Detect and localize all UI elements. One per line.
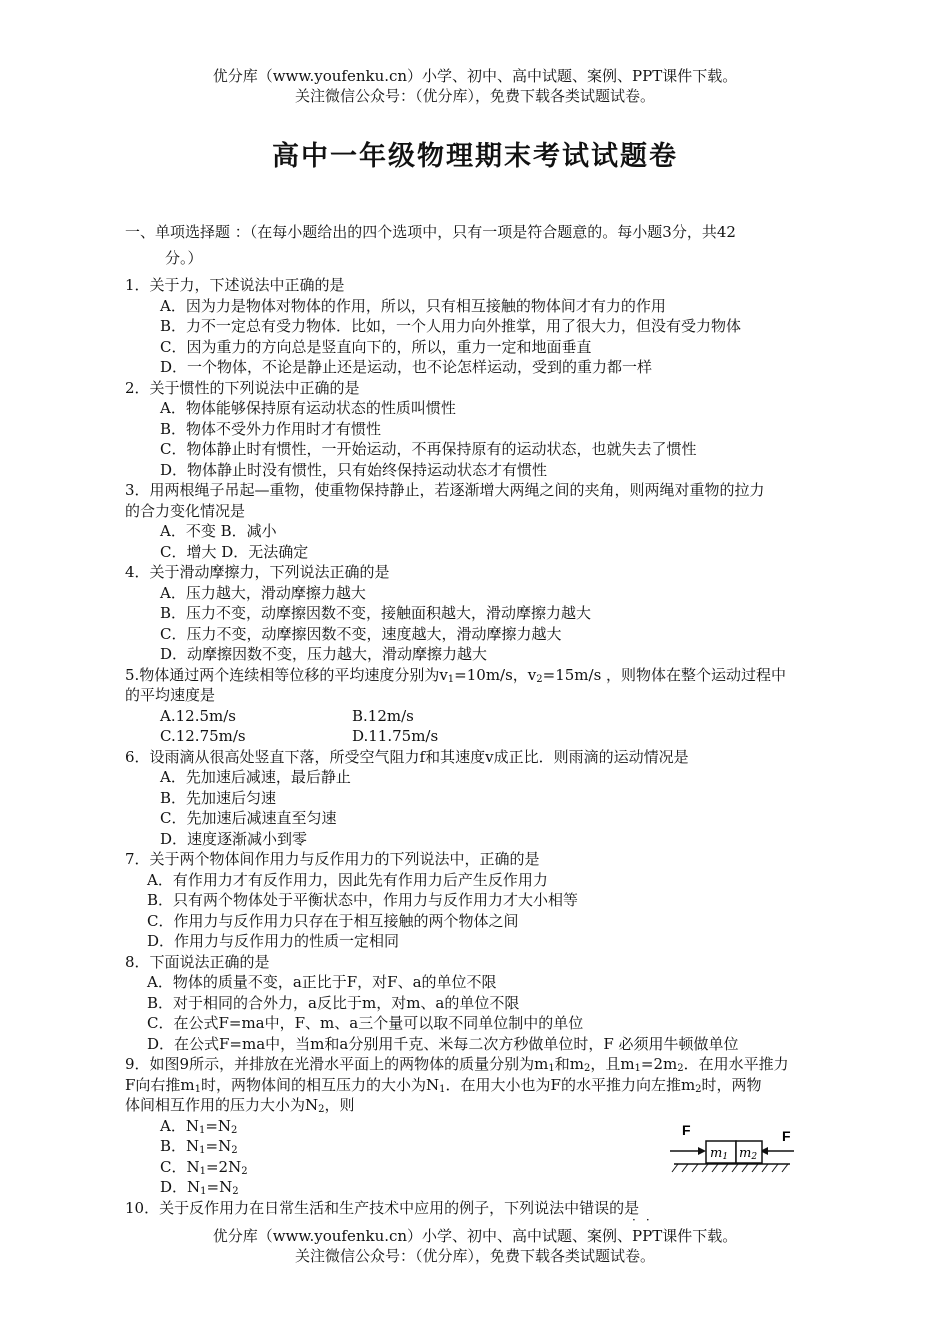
subscript: 2: [695, 1083, 702, 1095]
option-d: D．作用力与反作用力的性质一定相同: [147, 932, 400, 950]
ground-hatching: [672, 1164, 788, 1172]
option-c: C．先加速后减速直至匀速: [160, 809, 337, 827]
question-stem: 2．关于惯性的下列说法中正确的是: [125, 378, 360, 397]
option-ab: A．不变 B．减小: [160, 522, 277, 540]
subscript: 1: [634, 1063, 641, 1074]
question-stem-line-1: [125, 1054, 845, 1075]
option-c: C．物体静止时有惯性，一开始运动，不再保持原有的运动状态，也就失去了惯性: [160, 440, 697, 458]
option-a: A．因为力是物体对物体的作用，所以，只有相互接触的物体间才有力的作用: [160, 296, 666, 315]
question-stem: 10．关于反作用力在日常生活和生产技术中应用的例子，下列说法中错误的是: [125, 1198, 640, 1217]
subscript: 2: [232, 1186, 239, 1197]
stem-part: 体间相互作用的压力大小为N: [125, 1096, 319, 1114]
option-text: =N: [205, 1137, 232, 1155]
subscript: 2: [583, 1063, 591, 1074]
option-d: D．动摩擦因数不变，压力越大，滑动摩擦力越大: [160, 645, 488, 663]
option-a: A．压力越大，滑动摩擦力越大: [160, 583, 366, 602]
question-1: [125, 275, 845, 378]
option-d: D．一个物体，不论是静止还是运动，也不论怎样运动，受到的重力都一样: [160, 358, 653, 376]
subscript: 2: [318, 1104, 325, 1115]
option-row-2: [125, 726, 845, 747]
block-m2-label: m2: [739, 1146, 758, 1162]
question-stem: 1．关于力，下述说法中正确的是: [125, 276, 345, 294]
option-a: A．物体能够保持原有运动状态的性质叫惯性: [160, 399, 456, 417]
question-stem-line-3: [125, 1095, 845, 1116]
question-stem: 6．设雨滴从很高处竖直下落，所受空气阻力f和其速度v成正比．则雨滴的运动情况是: [125, 747, 689, 766]
question-6: [125, 747, 845, 850]
stem-part: ，则: [324, 1096, 355, 1114]
option-d: D．在公式F=ma中，当m和a分别用千克、米每二次方秒做单位时，F 必须用牛顿做单位: [147, 1034, 739, 1053]
question-stem-line-1: [125, 665, 845, 686]
stem-part: 和m: [554, 1055, 584, 1073]
question-10: [125, 1198, 845, 1219]
option-c: C．因为重力的方向总是竖直向下的，所以，重力一定和地面垂直: [160, 337, 592, 356]
subscript: 1: [198, 1124, 206, 1136]
stem-part: =10m/s，v: [454, 665, 537, 684]
emphasis-dots: ··: [632, 1213, 660, 1227]
question-2: [125, 378, 845, 481]
option-b: B．先加速后匀速: [160, 788, 277, 807]
header-line-1: 优分库（www.youfenku.cn）小学、初中、高中试题、案例、PPT课件下载。: [212, 67, 738, 85]
subscript: 1: [199, 1165, 206, 1177]
option-b: B．力不一定总有受力物体．比如，一个人用力向外推掌，用了很大力，但没有受力物体: [160, 317, 742, 335]
subscript: 1: [439, 1083, 446, 1095]
question-stem-line-2: 的平均速度是: [125, 686, 216, 704]
option-c: C．在公式F=ma中，F、m、a三个量可以取不同单位制中的单位: [147, 1014, 584, 1032]
stem-part: =2m: [640, 1055, 678, 1073]
option-text: A．N: [160, 1116, 199, 1135]
subscript: 1: [200, 1186, 207, 1197]
question-stem-line-1: 3．用两根绳子吊起—重物，使重物保持静止，若逐渐增大两绳之间的夹角，则两绳对重物的拉力: [125, 481, 765, 499]
left-force-arrowhead: [698, 1147, 706, 1155]
option-c: C．压力不变，动摩擦因数不变，速度越大，滑动摩擦力越大: [160, 624, 562, 643]
page-title: 高中一年级物理期末考试试题卷: [272, 141, 678, 172]
option-text: =2N: [205, 1157, 242, 1176]
figure-9-diagram: [664, 1117, 800, 1179]
subscript: 2: [231, 1124, 238, 1136]
option-b: B.12m/s: [352, 706, 414, 725]
exam-body: [125, 219, 845, 1218]
section-label: 一、单项选择题 ：（在每小题给出的四个选项中，只有一项是符合题意的。每小题3分，共42: [125, 223, 736, 241]
subscript: 2: [231, 1145, 238, 1156]
option-a: A．有作用力才有反作用力，因此先有作用力后产生反作用力: [147, 870, 548, 889]
stem-part: 时，两物体间的相互压力的大小为N: [201, 1075, 440, 1094]
figure-right-force-label: F: [782, 1128, 791, 1144]
option-d: [125, 1177, 845, 1198]
option-text: C．N: [160, 1157, 200, 1176]
stem-part: F向右推m: [125, 1075, 195, 1094]
question-3: [125, 480, 845, 562]
subscript: 1: [194, 1083, 202, 1095]
stem-part: ．在用大小也为F的水平推力向左推m: [445, 1075, 696, 1094]
option-d: D.11.75m/s: [352, 727, 439, 745]
subscript: 2: [677, 1063, 684, 1074]
question-7: [125, 849, 845, 952]
stem-part: =15m/s ，则物体在整个运动过程中: [542, 665, 787, 684]
option-cd: C．增大 D．无法确定: [160, 542, 309, 561]
question-stem: 4．关于滑动摩擦力，下列说法正确的是: [125, 563, 390, 581]
subscript: 2: [241, 1165, 248, 1177]
figure-left-force-label: F: [682, 1122, 691, 1138]
option-a: A．先加速后减速，最后静止: [160, 768, 351, 786]
stem-part: 5.物体通过两个连续相等位移的平均速度分别为v: [125, 665, 448, 684]
option-d: D．速度逐渐减小到零: [160, 829, 308, 848]
subscript: 1: [548, 1063, 555, 1074]
stem-part: ，且m: [590, 1055, 635, 1073]
page-footer: [0, 1226, 950, 1266]
option-text: =N: [206, 1178, 233, 1196]
option-d: D．物体静止时没有惯性，只有始终保持运动状态才有惯性: [160, 460, 548, 479]
option-text: D．N: [160, 1178, 201, 1196]
question-5: [125, 665, 845, 747]
footer-line-1: 优分库（www.youfenku.cn）小学、初中、高中试题、案例、PPT课件下载。: [212, 1227, 738, 1245]
question-4: [125, 562, 845, 665]
section-label-cont: 分。）: [165, 249, 203, 267]
page-header: [0, 66, 950, 106]
question-stem: 8．下面说法正确的是: [125, 952, 270, 971]
option-a: A.12.5m/s: [160, 706, 236, 725]
option-a: A．物体的质量不变，a正比于F，对F、a的单位不限: [147, 973, 497, 991]
subscript: 2: [536, 673, 543, 685]
block-m1-label: m1: [710, 1146, 729, 1162]
question-stem-line-2: 的合力变化情况是: [125, 501, 246, 520]
stem-part: ．在用水平推力: [683, 1055, 789, 1073]
option-text: B．N: [160, 1137, 200, 1155]
option-b: B．只有两个物体处于平衡状态中，作用力与反作用力才大小相等: [147, 891, 579, 909]
option-row-1: [125, 706, 845, 727]
stem-part: 9．如图9所示，并排放在光滑水平面上的两物体的质量分别为m: [125, 1055, 549, 1073]
option-text: =N: [205, 1116, 232, 1135]
subscript: 1: [447, 673, 455, 685]
question-stem: 7．关于两个物体间作用力与反作用力的下列说法中，正确的是: [125, 850, 540, 868]
subscript: 1: [199, 1145, 206, 1156]
header-line-2: 关注微信公众号：（优分库），免费下载各类试题试卷。: [294, 87, 655, 105]
option-b: B．物体不受外力作用时才有惯性: [160, 419, 382, 438]
question-8: [125, 952, 845, 1055]
option-c: C．作用力与反作用力只存在于相互接触的两个物体之间: [147, 911, 519, 930]
option-c: C.12.75m/s: [160, 727, 246, 745]
section-heading: [125, 219, 845, 271]
option-b: B．对于相同的合外力，a反比于m，对m、a的单位不限: [147, 993, 520, 1012]
stem-part: 时，两物: [701, 1075, 762, 1094]
footer-line-2: 关注微信公众号：（优分库），免费下载各类试题试卷。: [294, 1247, 655, 1265]
question-stem-line-2: [125, 1075, 845, 1096]
option-b: B．压力不变，动摩擦因数不变，接触面积越大，滑动摩擦力越大: [160, 604, 592, 622]
